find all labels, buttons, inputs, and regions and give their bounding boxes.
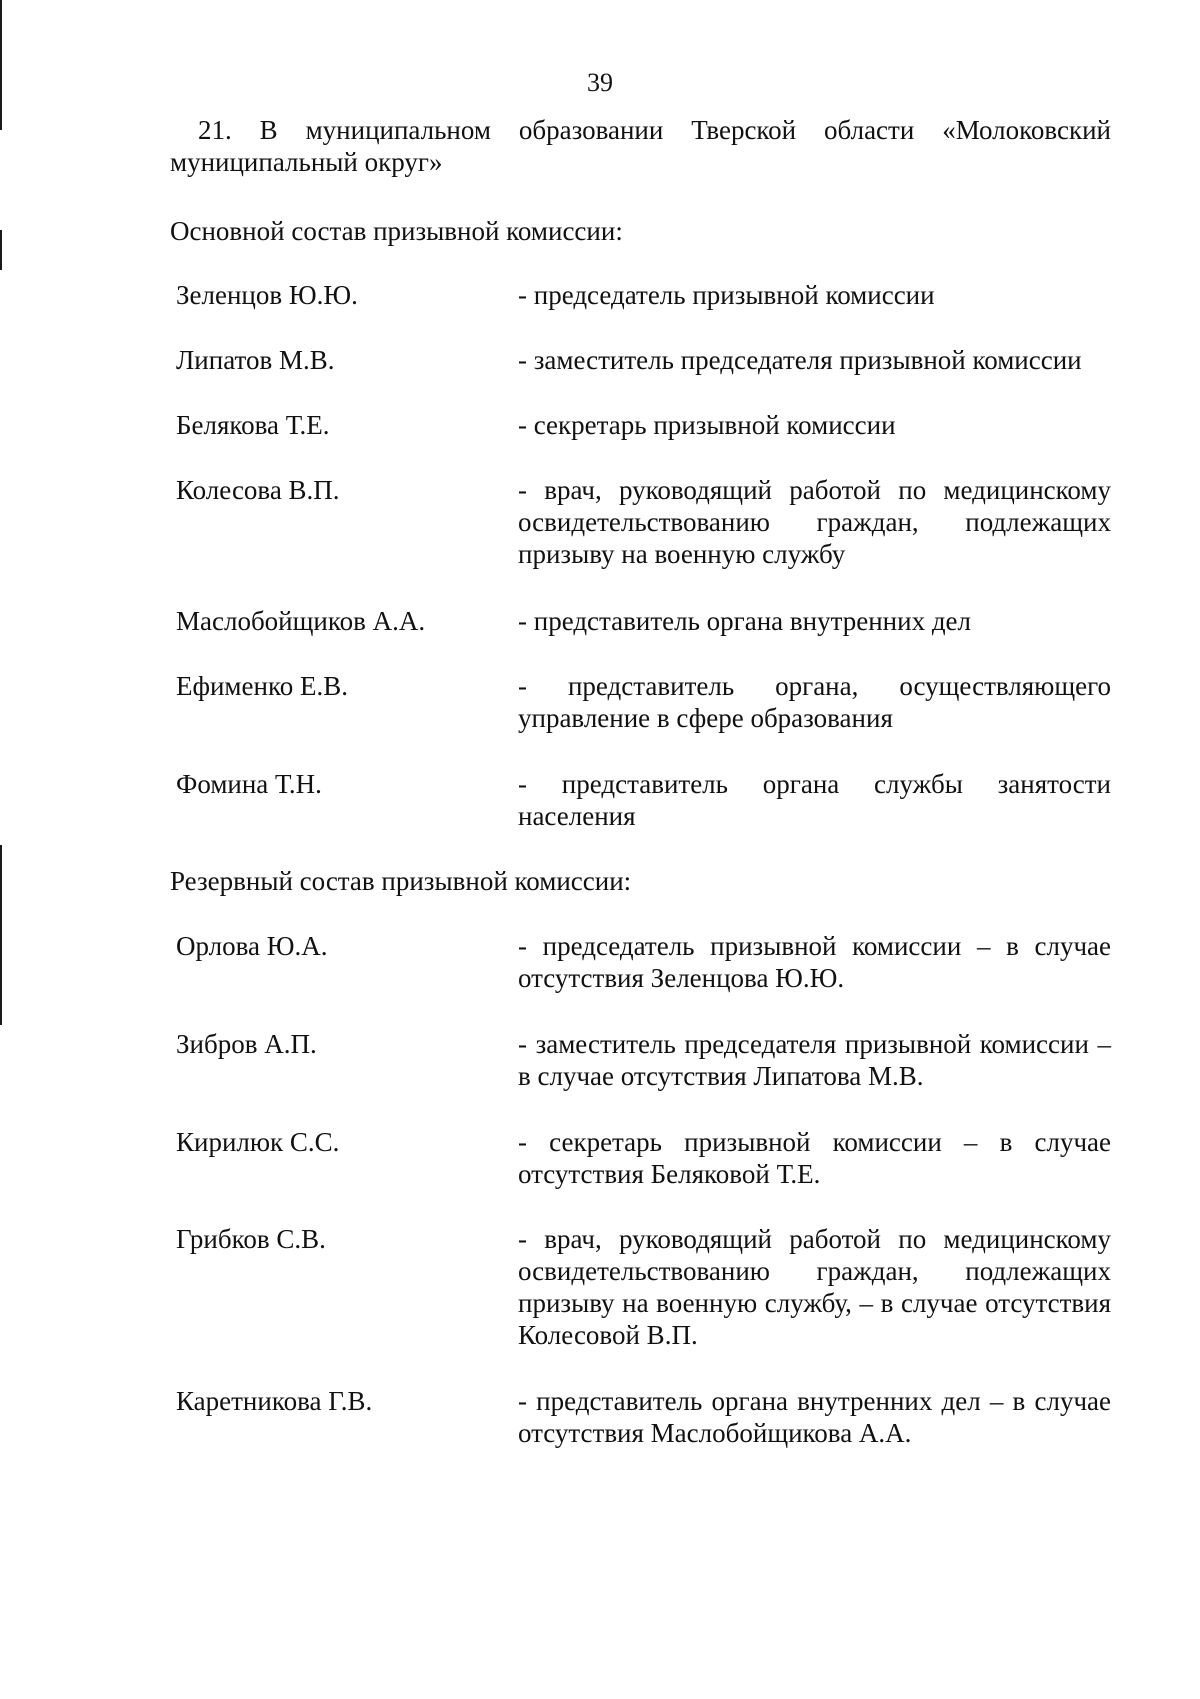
member-name: Колесова В.П. bbox=[176, 475, 340, 505]
member-name: Орлова Ю.А. bbox=[176, 931, 328, 961]
member-role: - представитель органа внутренних дел – в случае отсутствия Маслобойщикова А.А. bbox=[518, 1386, 1111, 1448]
member-name: Ефименко Е.В. bbox=[176, 671, 348, 701]
reserve-section-label: Резервный состав призывной комиссии: bbox=[170, 866, 632, 896]
document-heading: 21. В муниципальном образовании Тверской области «Молоковский муниципальный округ» bbox=[170, 115, 1111, 177]
member-role: - председатель призывной комиссии bbox=[518, 280, 935, 310]
scan-edge-line-lower bbox=[0, 845, 2, 1025]
member-name: Каретникова Г.В. bbox=[176, 1386, 373, 1416]
member-role: - секретарь призывной комиссии bbox=[518, 410, 896, 440]
member-name: Зеленцов Ю.Ю. bbox=[176, 280, 358, 310]
member-name: Грибков С.В. bbox=[176, 1224, 326, 1254]
page-number: 39 bbox=[587, 68, 613, 97]
member-name: Белякова Т.Е. bbox=[176, 410, 330, 440]
member-name: Кирилюк С.С. bbox=[176, 1127, 340, 1157]
scan-edge-line-top bbox=[0, 0, 2, 130]
member-role: - представитель органа внутренних дел bbox=[518, 606, 972, 636]
member-role: - врач, руководящий работой по медицинскому освидетельствованию граждан, подлежащих призыву на военную службу bbox=[518, 475, 1111, 569]
main-section-label: Основной состав призывной комиссии: bbox=[170, 216, 623, 246]
member-role: - представитель органа, осуществляющего управление в сфере образования bbox=[518, 671, 1111, 733]
member-name: Фомина Т.Н. bbox=[176, 769, 322, 799]
scan-edge-line-upper bbox=[0, 230, 2, 270]
member-role: - врач, руководящий работой по медицинскому освидетельствованию граждан, подлежащих призыву на военную службу, – в случае отсутствия Колесовой В.П. bbox=[518, 1224, 1111, 1350]
member-role: - представитель органа службы занятости населения bbox=[518, 769, 1111, 831]
member-name: Маслобойщиков А.А. bbox=[176, 606, 426, 636]
member-role: - председатель призывной комиссии – в случае отсутствия Зеленцова Ю.Ю. bbox=[518, 931, 1111, 993]
member-name: Липатов М.В. bbox=[176, 345, 335, 375]
member-role: - секретарь призывной комиссии – в случае отсутствия Беляковой Т.Е. bbox=[518, 1127, 1111, 1189]
member-name: Зибров А.П. bbox=[176, 1029, 317, 1059]
member-role: - заместитель председателя призывной комиссии – в случае отсутствия Липатова М.В. bbox=[518, 1029, 1111, 1091]
member-role: - заместитель председателя призывной комиссии bbox=[518, 345, 1082, 375]
